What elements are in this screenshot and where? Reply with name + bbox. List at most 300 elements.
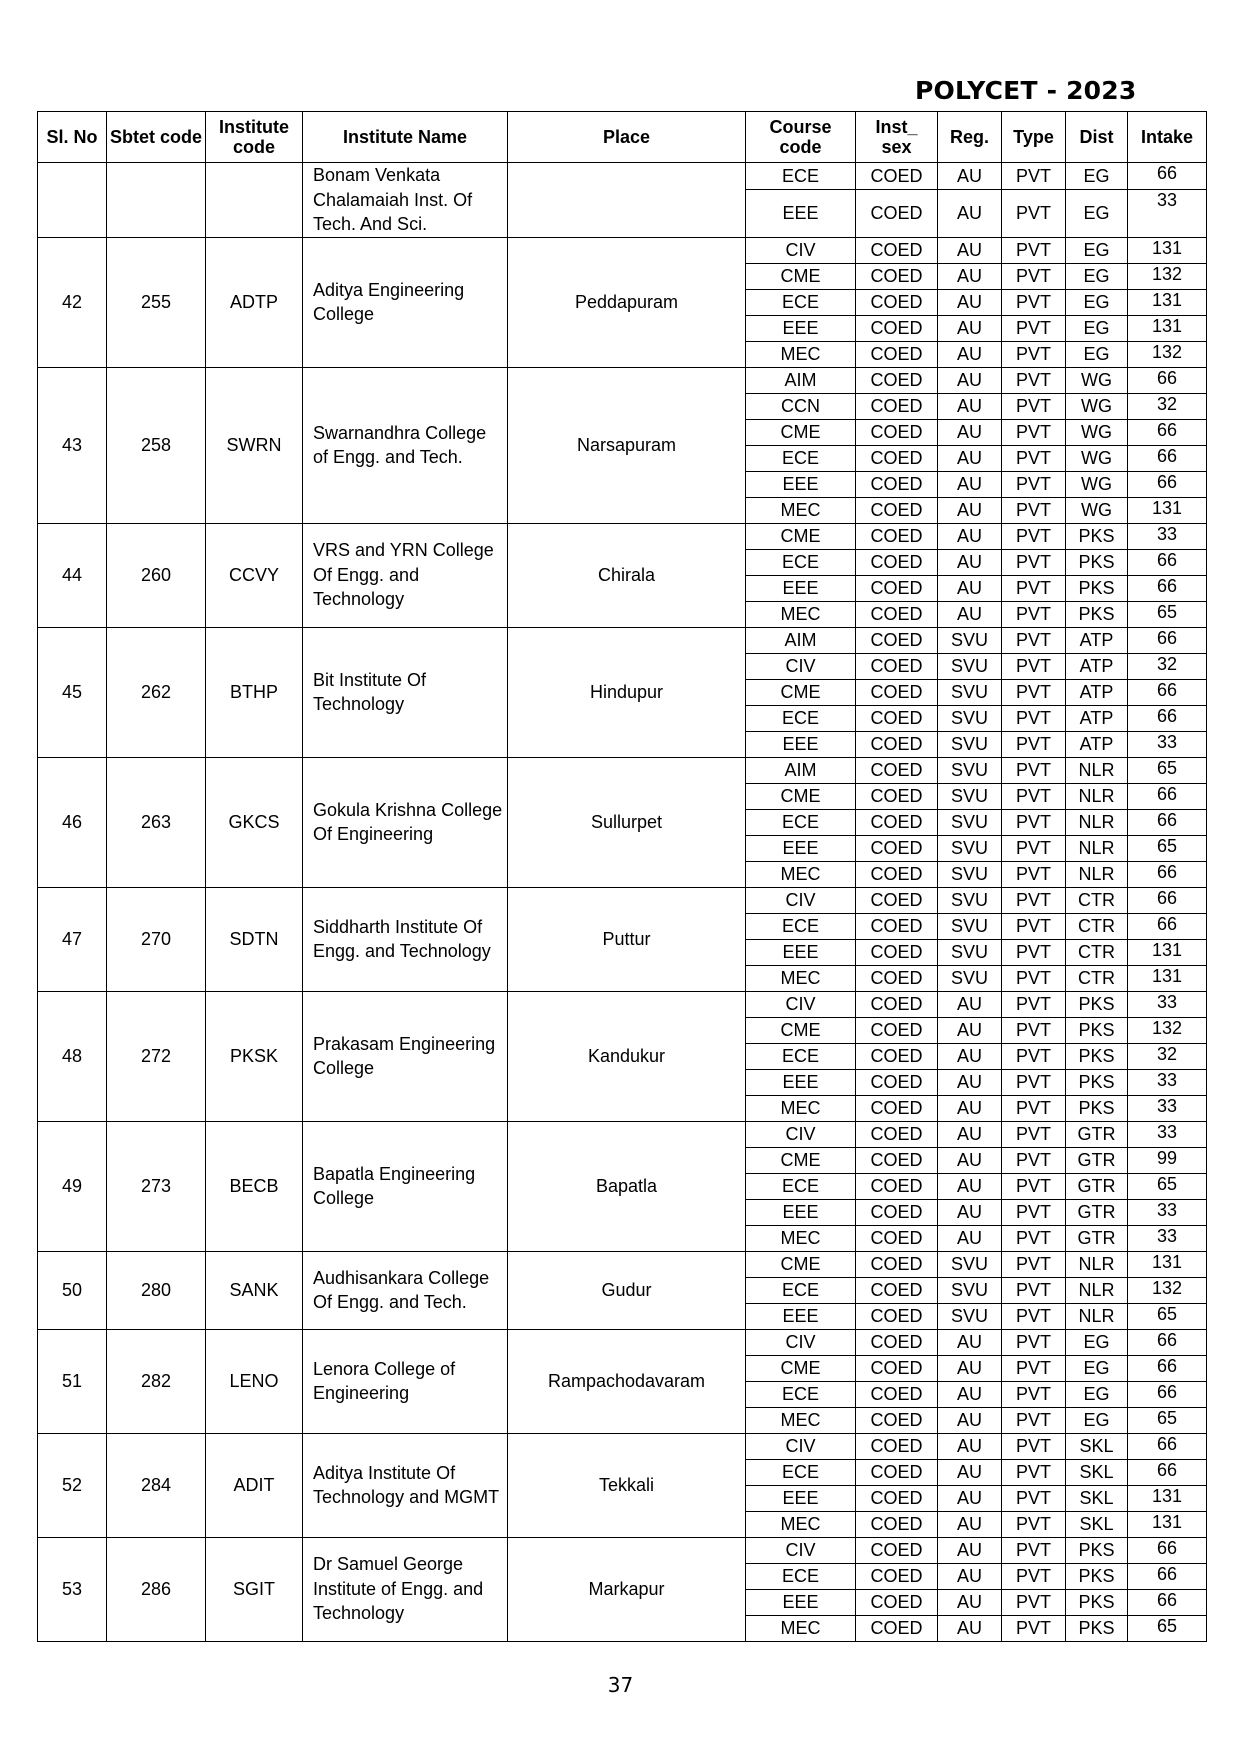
course-code-cell: MEC bbox=[746, 1095, 856, 1121]
district-cell: NLR bbox=[1066, 757, 1128, 783]
inst-sex-cell: COED bbox=[856, 1225, 938, 1251]
type-cell: PVT bbox=[1002, 913, 1066, 939]
intake-cell: 33 bbox=[1128, 1199, 1207, 1225]
header-institute-name: Institute Name bbox=[303, 112, 508, 163]
institutes-table bbox=[37, 111, 1207, 1642]
page-title: POLYCET - 2023 bbox=[915, 76, 1137, 105]
institute-code-cell: ADIT bbox=[206, 1433, 303, 1537]
type-cell: PVT bbox=[1002, 1173, 1066, 1199]
institute-name-cell: Prakasam Engineering College bbox=[303, 991, 508, 1121]
type-cell: PVT bbox=[1002, 705, 1066, 731]
institute-code-cell: ADTP bbox=[206, 237, 303, 367]
district-cell: WG bbox=[1066, 445, 1128, 471]
region-cell: AU bbox=[938, 1121, 1002, 1147]
region-cell: AU bbox=[938, 1095, 1002, 1121]
district-cell: WG bbox=[1066, 497, 1128, 523]
type-cell: PVT bbox=[1002, 1095, 1066, 1121]
type-cell: PVT bbox=[1002, 783, 1066, 809]
district-cell: GTR bbox=[1066, 1225, 1128, 1251]
region-cell: AU bbox=[938, 367, 1002, 393]
type-cell: PVT bbox=[1002, 991, 1066, 1017]
district-cell: NLR bbox=[1066, 1303, 1128, 1329]
region-cell: AU bbox=[938, 1173, 1002, 1199]
type-cell: PVT bbox=[1002, 1381, 1066, 1407]
type-cell: PVT bbox=[1002, 1121, 1066, 1147]
region-cell: AU bbox=[938, 1485, 1002, 1511]
header-type: Type bbox=[1002, 112, 1066, 163]
header-sl-no: Sl. No bbox=[38, 112, 107, 163]
table-row bbox=[38, 367, 1207, 393]
table-row bbox=[38, 991, 1207, 1017]
type-cell: PVT bbox=[1002, 1147, 1066, 1173]
type-cell: PVT bbox=[1002, 1563, 1066, 1589]
institute-code-cell: GKCS bbox=[206, 757, 303, 887]
type-cell: PVT bbox=[1002, 679, 1066, 705]
intake-cell: 66 bbox=[1128, 419, 1207, 445]
course-code-cell: AIM bbox=[746, 367, 856, 393]
type-cell: PVT bbox=[1002, 1407, 1066, 1433]
intake-cell: 65 bbox=[1128, 1615, 1207, 1641]
region-cell: SVU bbox=[938, 653, 1002, 679]
type-cell: PVT bbox=[1002, 965, 1066, 991]
intake-cell: 66 bbox=[1128, 575, 1207, 601]
course-code-cell: ECE bbox=[746, 809, 856, 835]
type-cell: PVT bbox=[1002, 1433, 1066, 1459]
district-cell: EG bbox=[1066, 1329, 1128, 1355]
sbtet-code-cell: 286 bbox=[107, 1537, 206, 1641]
course-code-cell: MEC bbox=[746, 1407, 856, 1433]
district-cell: ATP bbox=[1066, 679, 1128, 705]
header-row bbox=[38, 112, 1207, 163]
region-cell: SVU bbox=[938, 705, 1002, 731]
place-cell bbox=[508, 163, 746, 238]
region-cell: SVU bbox=[938, 861, 1002, 887]
inst-sex-cell: COED bbox=[856, 1537, 938, 1563]
header-district: Dist bbox=[1066, 112, 1128, 163]
place-cell: Bapatla bbox=[508, 1121, 746, 1251]
place-cell: Peddapuram bbox=[508, 237, 746, 367]
course-code-cell: EEE bbox=[746, 575, 856, 601]
institute-name-cell: Gokula Krishna College Of Engineering bbox=[303, 757, 508, 887]
inst-sex-cell: COED bbox=[856, 341, 938, 367]
region-cell: AU bbox=[938, 1459, 1002, 1485]
sbtet-code-cell: 280 bbox=[107, 1251, 206, 1329]
header-place: Place bbox=[508, 112, 746, 163]
inst-sex-cell: COED bbox=[856, 887, 938, 913]
sl-no-cell: 45 bbox=[38, 627, 107, 757]
intake-cell: 132 bbox=[1128, 1277, 1207, 1303]
region-cell: AU bbox=[938, 549, 1002, 575]
institute-name-cell: Bit Institute Of Technology bbox=[303, 627, 508, 757]
region-cell: AU bbox=[938, 1589, 1002, 1615]
type-cell: PVT bbox=[1002, 289, 1066, 315]
sl-no-cell: 43 bbox=[38, 367, 107, 523]
place-cell: Tekkali bbox=[508, 1433, 746, 1537]
header-inst-sex: Inst_ sex bbox=[856, 112, 938, 163]
district-cell: EG bbox=[1066, 190, 1128, 237]
intake-cell: 32 bbox=[1128, 653, 1207, 679]
course-code-cell: CCN bbox=[746, 393, 856, 419]
type-cell: PVT bbox=[1002, 627, 1066, 653]
table-row bbox=[38, 1121, 1207, 1147]
course-code-cell: EEE bbox=[746, 471, 856, 497]
table-row bbox=[38, 1251, 1207, 1277]
course-code-cell: EEE bbox=[746, 1485, 856, 1511]
type-cell: PVT bbox=[1002, 393, 1066, 419]
course-code-cell: ECE bbox=[746, 1043, 856, 1069]
course-code-cell: CIV bbox=[746, 653, 856, 679]
type-cell: PVT bbox=[1002, 471, 1066, 497]
inst-sex-cell: COED bbox=[856, 913, 938, 939]
institute-name-cell: Siddharth Institute Of Engg. and Technology bbox=[303, 887, 508, 991]
inst-sex-cell: COED bbox=[856, 1329, 938, 1355]
district-cell: GTR bbox=[1066, 1121, 1128, 1147]
type-cell: PVT bbox=[1002, 1511, 1066, 1537]
intake-cell: 131 bbox=[1128, 237, 1207, 263]
type-cell: PVT bbox=[1002, 887, 1066, 913]
inst-sex-cell: COED bbox=[856, 237, 938, 263]
district-cell: PKS bbox=[1066, 1615, 1128, 1641]
course-code-cell: EEE bbox=[746, 835, 856, 861]
region-cell: SVU bbox=[938, 809, 1002, 835]
institute-code-cell: BECB bbox=[206, 1121, 303, 1251]
course-code-cell: MEC bbox=[746, 1615, 856, 1641]
place-cell: Markapur bbox=[508, 1537, 746, 1641]
institute-code-cell: LENO bbox=[206, 1329, 303, 1433]
region-cell: AU bbox=[938, 263, 1002, 289]
district-cell: ATP bbox=[1066, 705, 1128, 731]
district-cell: PKS bbox=[1066, 523, 1128, 549]
inst-sex-cell: COED bbox=[856, 523, 938, 549]
intake-cell: 66 bbox=[1128, 679, 1207, 705]
inst-sex-cell: COED bbox=[856, 1381, 938, 1407]
type-cell: PVT bbox=[1002, 1303, 1066, 1329]
table-body bbox=[38, 163, 1207, 1642]
course-code-cell: EEE bbox=[746, 1199, 856, 1225]
district-cell: PKS bbox=[1066, 1043, 1128, 1069]
region-cell: AU bbox=[938, 190, 1002, 237]
inst-sex-cell: COED bbox=[856, 1589, 938, 1615]
sbtet-code-cell: 262 bbox=[107, 627, 206, 757]
inst-sex-cell: COED bbox=[856, 1173, 938, 1199]
inst-sex-cell: COED bbox=[856, 653, 938, 679]
district-cell: EG bbox=[1066, 263, 1128, 289]
course-code-cell: CIV bbox=[746, 1121, 856, 1147]
sl-no-cell: 49 bbox=[38, 1121, 107, 1251]
type-cell: PVT bbox=[1002, 601, 1066, 627]
district-cell: NLR bbox=[1066, 1251, 1128, 1277]
region-cell: AU bbox=[938, 419, 1002, 445]
table-row bbox=[38, 163, 1207, 190]
region-cell: SVU bbox=[938, 1251, 1002, 1277]
type-cell: PVT bbox=[1002, 1355, 1066, 1381]
district-cell: ATP bbox=[1066, 731, 1128, 757]
course-code-cell: ECE bbox=[746, 705, 856, 731]
district-cell: PKS bbox=[1066, 601, 1128, 627]
type-cell: PVT bbox=[1002, 731, 1066, 757]
course-code-cell: CME bbox=[746, 1017, 856, 1043]
type-cell: PVT bbox=[1002, 575, 1066, 601]
course-code-cell: EEE bbox=[746, 939, 856, 965]
district-cell: CTR bbox=[1066, 939, 1128, 965]
district-cell: EG bbox=[1066, 1407, 1128, 1433]
district-cell: EG bbox=[1066, 315, 1128, 341]
sl-no-cell: 51 bbox=[38, 1329, 107, 1433]
institute-code-cell: PKSK bbox=[206, 991, 303, 1121]
region-cell: AU bbox=[938, 163, 1002, 190]
inst-sex-cell: COED bbox=[856, 1095, 938, 1121]
type-cell: PVT bbox=[1002, 1329, 1066, 1355]
course-code-cell: CIV bbox=[746, 991, 856, 1017]
inst-sex-cell: COED bbox=[856, 1121, 938, 1147]
place-cell: Hindupur bbox=[508, 627, 746, 757]
region-cell: AU bbox=[938, 1043, 1002, 1069]
place-cell: Chirala bbox=[508, 523, 746, 627]
institute-code-cell: CCVY bbox=[206, 523, 303, 627]
course-code-cell: EEE bbox=[746, 731, 856, 757]
intake-cell: 66 bbox=[1128, 1563, 1207, 1589]
region-cell: AU bbox=[938, 315, 1002, 341]
intake-cell: 65 bbox=[1128, 1407, 1207, 1433]
intake-cell: 131 bbox=[1128, 939, 1207, 965]
inst-sex-cell: COED bbox=[856, 393, 938, 419]
inst-sex-cell: COED bbox=[856, 731, 938, 757]
region-cell: AU bbox=[938, 1433, 1002, 1459]
institute-name-cell: Bonam Venkata Chalamaiah Inst. Of Tech. And Sci. bbox=[303, 163, 508, 238]
intake-cell: 33 bbox=[1128, 1121, 1207, 1147]
course-code-cell: MEC bbox=[746, 1511, 856, 1537]
district-cell: CTR bbox=[1066, 887, 1128, 913]
intake-cell: 65 bbox=[1128, 1173, 1207, 1199]
table-row bbox=[38, 237, 1207, 263]
district-cell: SKL bbox=[1066, 1433, 1128, 1459]
institute-code-cell: SGIT bbox=[206, 1537, 303, 1641]
inst-sex-cell: COED bbox=[856, 367, 938, 393]
inst-sex-cell: COED bbox=[856, 1485, 938, 1511]
intake-cell: 131 bbox=[1128, 315, 1207, 341]
inst-sex-cell: COED bbox=[856, 679, 938, 705]
course-code-cell: ECE bbox=[746, 163, 856, 190]
intake-cell: 33 bbox=[1128, 991, 1207, 1017]
sl-no-cell bbox=[38, 163, 107, 238]
course-code-cell: CME bbox=[746, 783, 856, 809]
intake-cell: 65 bbox=[1128, 757, 1207, 783]
intake-cell: 65 bbox=[1128, 835, 1207, 861]
inst-sex-cell: COED bbox=[856, 1017, 938, 1043]
institute-name-cell: Lenora College of Engineering bbox=[303, 1329, 508, 1433]
sl-no-cell: 52 bbox=[38, 1433, 107, 1537]
region-cell: AU bbox=[938, 1069, 1002, 1095]
table-row bbox=[38, 1537, 1207, 1563]
district-cell: WG bbox=[1066, 367, 1128, 393]
intake-cell: 66 bbox=[1128, 913, 1207, 939]
inst-sex-cell: COED bbox=[856, 1459, 938, 1485]
inst-sex-cell: COED bbox=[856, 1251, 938, 1277]
inst-sex-cell: COED bbox=[856, 575, 938, 601]
district-cell: NLR bbox=[1066, 1277, 1128, 1303]
inst-sex-cell: COED bbox=[856, 497, 938, 523]
header-region: Reg. bbox=[938, 112, 1002, 163]
sl-no-cell: 46 bbox=[38, 757, 107, 887]
inst-sex-cell: COED bbox=[856, 1043, 938, 1069]
district-cell: CTR bbox=[1066, 913, 1128, 939]
inst-sex-cell: COED bbox=[856, 1199, 938, 1225]
sbtet-code-cell: 255 bbox=[107, 237, 206, 367]
district-cell: NLR bbox=[1066, 783, 1128, 809]
region-cell: SVU bbox=[938, 757, 1002, 783]
sbtet-code-cell: 270 bbox=[107, 887, 206, 991]
inst-sex-cell: COED bbox=[856, 965, 938, 991]
district-cell: NLR bbox=[1066, 835, 1128, 861]
intake-cell: 65 bbox=[1128, 601, 1207, 627]
institute-code-cell: SWRN bbox=[206, 367, 303, 523]
district-cell: SKL bbox=[1066, 1459, 1128, 1485]
course-code-cell: CIV bbox=[746, 887, 856, 913]
inst-sex-cell: COED bbox=[856, 190, 938, 237]
inst-sex-cell: COED bbox=[856, 289, 938, 315]
course-code-cell: MEC bbox=[746, 341, 856, 367]
type-cell: PVT bbox=[1002, 835, 1066, 861]
region-cell: AU bbox=[938, 1537, 1002, 1563]
district-cell: CTR bbox=[1066, 965, 1128, 991]
institute-name-cell: Dr Samuel George Institute of Engg. and Technology bbox=[303, 1537, 508, 1641]
table-row bbox=[38, 627, 1207, 653]
district-cell: WG bbox=[1066, 393, 1128, 419]
type-cell: PVT bbox=[1002, 1017, 1066, 1043]
district-cell: EG bbox=[1066, 1381, 1128, 1407]
district-cell: ATP bbox=[1066, 627, 1128, 653]
region-cell: AU bbox=[938, 1199, 1002, 1225]
type-cell: PVT bbox=[1002, 163, 1066, 190]
inst-sex-cell: COED bbox=[856, 445, 938, 471]
region-cell: SVU bbox=[938, 627, 1002, 653]
district-cell: WG bbox=[1066, 419, 1128, 445]
course-code-cell: CME bbox=[746, 263, 856, 289]
inst-sex-cell: COED bbox=[856, 861, 938, 887]
sbtet-code-cell: 273 bbox=[107, 1121, 206, 1251]
intake-cell: 66 bbox=[1128, 367, 1207, 393]
course-code-cell: CME bbox=[746, 679, 856, 705]
course-code-cell: EEE bbox=[746, 1069, 856, 1095]
intake-cell: 66 bbox=[1128, 783, 1207, 809]
sbtet-code-cell: 282 bbox=[107, 1329, 206, 1433]
type-cell: PVT bbox=[1002, 190, 1066, 237]
region-cell: SVU bbox=[938, 1303, 1002, 1329]
type-cell: PVT bbox=[1002, 497, 1066, 523]
course-code-cell: ECE bbox=[746, 549, 856, 575]
inst-sex-cell: COED bbox=[856, 163, 938, 190]
district-cell: PKS bbox=[1066, 1017, 1128, 1043]
intake-cell: 33 bbox=[1128, 1069, 1207, 1095]
sl-no-cell: 44 bbox=[38, 523, 107, 627]
intake-cell: 66 bbox=[1128, 1589, 1207, 1615]
place-cell: Rampachodavaram bbox=[508, 1329, 746, 1433]
place-cell: Narsapuram bbox=[508, 367, 746, 523]
type-cell: PVT bbox=[1002, 263, 1066, 289]
institute-code-cell: BTHP bbox=[206, 627, 303, 757]
district-cell: NLR bbox=[1066, 809, 1128, 835]
region-cell: AU bbox=[938, 991, 1002, 1017]
place-cell: Gudur bbox=[508, 1251, 746, 1329]
region-cell: SVU bbox=[938, 1277, 1002, 1303]
region-cell: AU bbox=[938, 1355, 1002, 1381]
region-cell: SVU bbox=[938, 783, 1002, 809]
region-cell: AU bbox=[938, 1147, 1002, 1173]
region-cell: AU bbox=[938, 497, 1002, 523]
header-institute-code: Institute code bbox=[206, 112, 303, 163]
region-cell: AU bbox=[938, 523, 1002, 549]
institute-name-cell: Bapatla Engineering College bbox=[303, 1121, 508, 1251]
sbtet-code-cell: 272 bbox=[107, 991, 206, 1121]
sl-no-cell: 53 bbox=[38, 1537, 107, 1641]
intake-cell: 66 bbox=[1128, 887, 1207, 913]
intake-cell: 132 bbox=[1128, 263, 1207, 289]
inst-sex-cell: COED bbox=[856, 1433, 938, 1459]
intake-cell: 66 bbox=[1128, 861, 1207, 887]
district-cell: ATP bbox=[1066, 653, 1128, 679]
course-code-cell: MEC bbox=[746, 965, 856, 991]
region-cell: AU bbox=[938, 341, 1002, 367]
course-code-cell: ECE bbox=[746, 1277, 856, 1303]
intake-cell: 66 bbox=[1128, 163, 1207, 190]
sl-no-cell: 50 bbox=[38, 1251, 107, 1329]
intake-cell: 33 bbox=[1128, 731, 1207, 757]
course-code-cell: MEC bbox=[746, 861, 856, 887]
course-code-cell: CME bbox=[746, 1251, 856, 1277]
course-code-cell: MEC bbox=[746, 1225, 856, 1251]
intake-cell: 131 bbox=[1128, 1251, 1207, 1277]
region-cell: AU bbox=[938, 445, 1002, 471]
district-cell: PKS bbox=[1066, 575, 1128, 601]
institute-code-cell: SDTN bbox=[206, 887, 303, 991]
region-cell: AU bbox=[938, 1017, 1002, 1043]
table-row bbox=[38, 757, 1207, 783]
table-row bbox=[38, 523, 1207, 549]
course-code-cell: ECE bbox=[746, 1563, 856, 1589]
type-cell: PVT bbox=[1002, 861, 1066, 887]
district-cell: WG bbox=[1066, 471, 1128, 497]
sl-no-cell: 47 bbox=[38, 887, 107, 991]
inst-sex-cell: COED bbox=[856, 835, 938, 861]
region-cell: SVU bbox=[938, 939, 1002, 965]
region-cell: AU bbox=[938, 1407, 1002, 1433]
district-cell: EG bbox=[1066, 1355, 1128, 1381]
region-cell: AU bbox=[938, 289, 1002, 315]
intake-cell: 66 bbox=[1128, 627, 1207, 653]
course-code-cell: CIV bbox=[746, 237, 856, 263]
district-cell: PKS bbox=[1066, 991, 1128, 1017]
district-cell: GTR bbox=[1066, 1199, 1128, 1225]
type-cell: PVT bbox=[1002, 445, 1066, 471]
region-cell: AU bbox=[938, 1563, 1002, 1589]
course-code-cell: EEE bbox=[746, 1589, 856, 1615]
course-code-cell: CME bbox=[746, 419, 856, 445]
header-sbtet-code: Sbtet code bbox=[107, 112, 206, 163]
intake-cell: 33 bbox=[1128, 190, 1207, 237]
header-course-code: Course code bbox=[746, 112, 856, 163]
type-cell: PVT bbox=[1002, 315, 1066, 341]
inst-sex-cell: COED bbox=[856, 549, 938, 575]
sbtet-code-cell: 284 bbox=[107, 1433, 206, 1537]
type-cell: PVT bbox=[1002, 1537, 1066, 1563]
type-cell: PVT bbox=[1002, 757, 1066, 783]
sbtet-code-cell: 258 bbox=[107, 367, 206, 523]
district-cell: EG bbox=[1066, 289, 1128, 315]
place-cell: Puttur bbox=[508, 887, 746, 991]
region-cell: AU bbox=[938, 1511, 1002, 1537]
course-code-cell: CME bbox=[746, 523, 856, 549]
inst-sex-cell: COED bbox=[856, 1147, 938, 1173]
